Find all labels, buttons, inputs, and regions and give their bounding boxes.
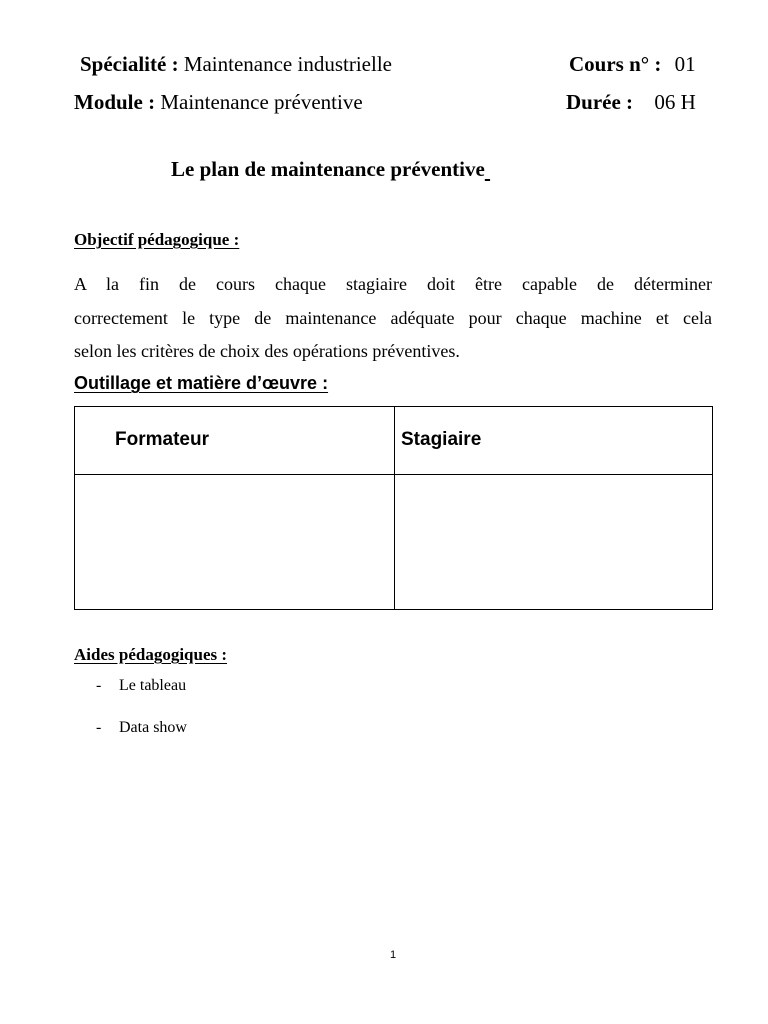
course-value: 01 bbox=[674, 52, 696, 76]
table-header-formateur: Formateur bbox=[115, 429, 209, 450]
list-bullet: - bbox=[96, 677, 102, 694]
objective-line-1: A la fin de cours chaque stagiaire doit être capable de déterminer bbox=[74, 274, 712, 294]
module-label: Module : bbox=[74, 90, 156, 114]
page-title-text: Le plan de maintenance préventive bbox=[171, 157, 485, 181]
list-item bbox=[96, 677, 187, 695]
course-label: Cours n° : bbox=[569, 52, 662, 76]
list-bullet: - bbox=[96, 719, 102, 736]
objective-line-2: correctement le type de maintenance adéquate pour chaque machine et cela bbox=[74, 307, 712, 328]
speciality-label: Spécialité : bbox=[80, 52, 179, 76]
list-item bbox=[96, 719, 187, 737]
module-line bbox=[74, 90, 363, 115]
speciality-line bbox=[80, 52, 392, 77]
list-item-text: Data show bbox=[119, 719, 187, 736]
duration-value: 06 H bbox=[654, 90, 696, 114]
objective-paragraph bbox=[74, 268, 712, 369]
duration-line bbox=[566, 90, 696, 115]
objective-heading: Objectif pédagogique : bbox=[74, 230, 240, 249]
list-item-text: Le tableau bbox=[119, 677, 187, 694]
table-cell-stagiaire[interactable] bbox=[395, 475, 713, 610]
duration-label: Durée : bbox=[566, 90, 634, 114]
page-number: 1 bbox=[390, 949, 397, 961]
speciality-value: Maintenance industrielle bbox=[183, 52, 392, 76]
module-value: Maintenance préventive bbox=[160, 90, 363, 114]
page-title bbox=[171, 157, 490, 182]
title-underline-mark bbox=[485, 157, 490, 181]
tools-table bbox=[74, 406, 713, 610]
objective-line-3: selon les critères de choix des opérations préventives. bbox=[74, 341, 460, 361]
tools-heading: Outillage et matière d’œuvre : bbox=[74, 373, 329, 393]
table-header-stagiaire: Stagiaire bbox=[401, 429, 482, 450]
aids-heading: Aides pédagogiques : bbox=[74, 645, 228, 664]
table-cell-formateur[interactable] bbox=[75, 475, 394, 610]
course-number-line bbox=[569, 52, 696, 77]
